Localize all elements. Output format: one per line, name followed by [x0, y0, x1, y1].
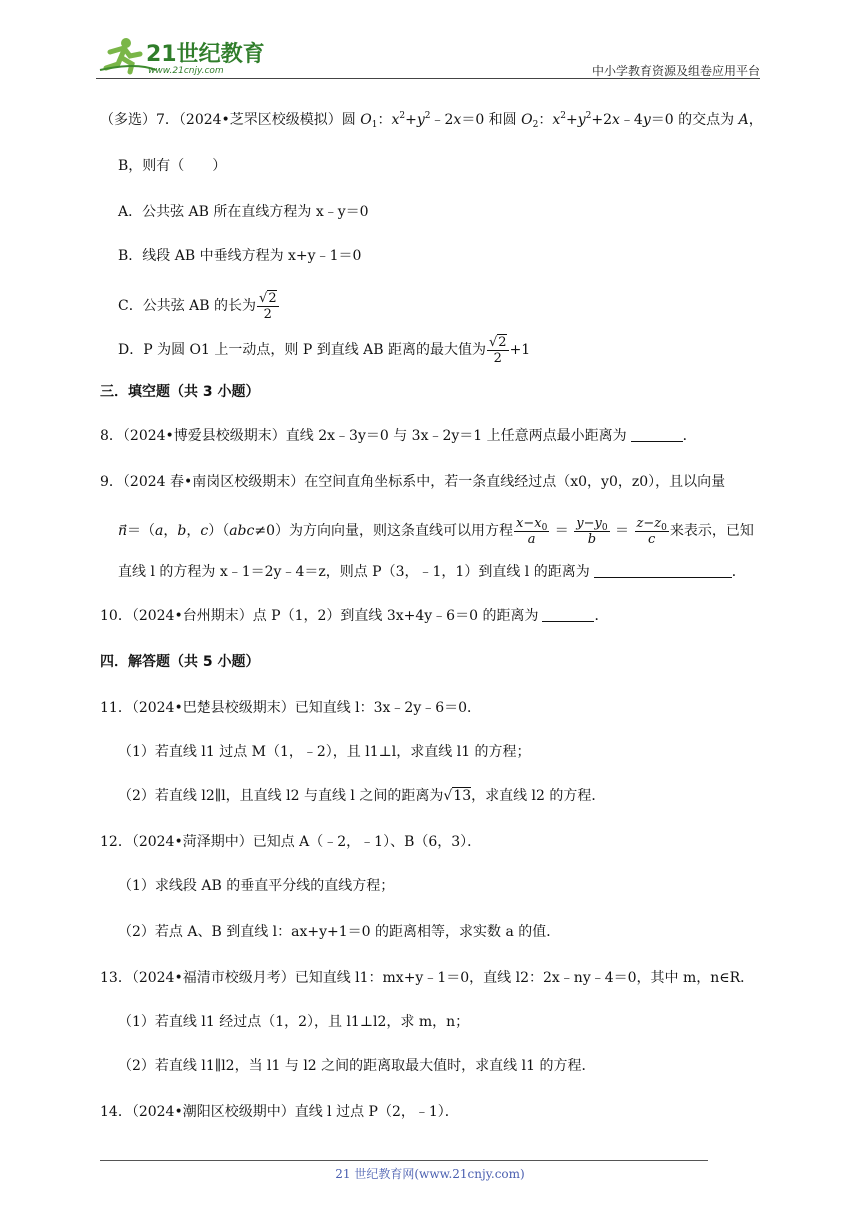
q9-line2: n⃗＝（a，b，c）（abc≠0）为方向向量，则这条直线可以用方程 $\frac{x-x_0}{a}$ ＝ $\frac{y-y_0}{b}$ ＝ $\frac{z-z_0}{c}$ 来表示，已知 [118, 515, 754, 547]
section-3-title: 三．填空题（共 3 小题） [100, 384, 260, 400]
q12-part1: （1）求线段 AB 的垂直平分线的直线方程； [118, 878, 395, 894]
answer-blank [542, 607, 594, 622]
q9-line1: 9．（2024 春•南岗区校级期末）在空间直角坐标系中，若一条直线经过点（x0，y0，z0），且以向量 [100, 474, 726, 490]
footer-divider [100, 1160, 708, 1161]
q7-option-b: B．线段 AB 中垂线方程为 x+y﹣1＝0 [118, 248, 362, 264]
q11-part2: （2）若直线 l2∥l，且直线 l2 与直线 l 之间的距离为√13，求直线 l2 的方程． [118, 788, 606, 804]
header-divider [96, 78, 760, 79]
q14-stem: 14．（2024•潮阳区校级期中）直线 l 过点 P（2，﹣1）． [100, 1104, 459, 1120]
q7-stem-line1: （多选）7．（2024•芝罘区校级模拟）圆 $O_1$：$x^2+y^2﹣2x=0$ 和圆 $O_2$：$x^2+y^2+2x﹣4y=0$ 的交点为 A， [100, 111, 763, 130]
sqrt13: √13 [443, 788, 472, 804]
q11-stem: 11．（2024•巴楚县校级期末）已知直线 l：3x﹣2y﹣6＝0． [100, 700, 482, 716]
q7-option-c: C．公共弦 AB 的长为 $\frac{√2}{2}$ [118, 290, 277, 322]
q12-stem: 12．（2024•菏泽期中）已知点 A（﹣2，﹣1）、B（6，3）． [100, 834, 482, 850]
q7-stem-line2: B，则有（ ） [118, 158, 227, 174]
q11-part1: （1）若直线 l1 过点 M（1，﹣2），且 l1⊥l，求直线 l1 的方程； [118, 744, 531, 760]
q12-part2: （2）若点 A、B 到直线 l：ax+y+1＝0 的距离相等，求实数 a 的值． [118, 924, 561, 940]
svg-text:www.21cnjy.com: www.21cnjy.com [148, 66, 224, 76]
q7-option-a: A．公共弦 AB 所在直线方程为 x﹣y＝0 [118, 204, 369, 220]
page-footer: 21 世纪教育网(www.21cnjy.com) [335, 1167, 525, 1181]
runner-logo-icon [96, 34, 266, 76]
q8: 8．（2024•博爱县校级期末）直线 2x﹣3y＝0 与 3x﹣2y＝1 上任意两点最小距离为 ． [100, 428, 697, 444]
answer-blank [631, 427, 683, 442]
q9-line3: 直线 l 的方程为 x﹣1＝2y﹣4＝z，则点 P（3，﹣1，1）到直线 l 的距离为 ． [118, 564, 746, 580]
sqrt2-over-2: $\frac{√2}{2}$ [489, 334, 507, 366]
svg-text:21世纪教育: 21世纪教育 [146, 42, 265, 67]
answer-blank [594, 563, 732, 578]
section-4-title: 四．解答题（共 5 小题） [100, 654, 260, 670]
q13-part1: （1）若直线 l1 经过点（1，2），且 l1⊥l2，求 m，n； [118, 1014, 470, 1030]
site-logo [96, 34, 266, 76]
q7-option-d: D．P 为圆 O1 上一动点，则 P 到直线 AB 距离的最大值为 $\frac{√2}{2}$ +1 [118, 334, 531, 366]
platform-label: 中小学教育资源及组卷应用平台 [591, 64, 760, 78]
page-header [96, 34, 760, 78]
sqrt2-over-2: $\frac{√2}{2}$ [259, 290, 277, 322]
q10: 10．（2024•台州期末）点 P（1，2）到直线 3x+4y﹣6＝0 的距离为 ． [100, 608, 609, 624]
q13-stem: 13．（2024•福清市校级月考）已知直线 l1：mx+y﹣1＝0，直线 l2：2x﹣ny﹣4＝0，其中 m，n∈R． [100, 970, 755, 986]
q13-part2: （2）若直线 l1∥l2，当 l1 与 l2 之间的距离取最大值时，求直线 l1 的方程． [118, 1058, 596, 1074]
